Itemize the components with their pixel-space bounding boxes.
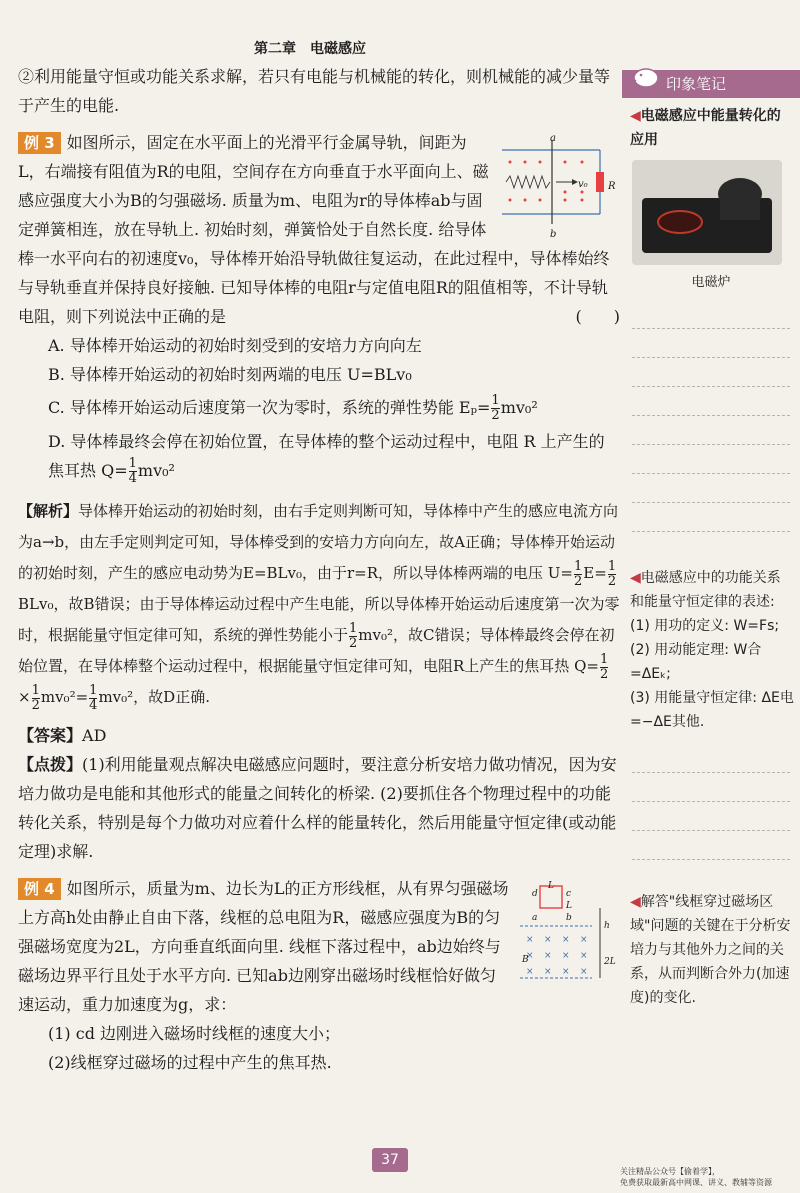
induction-cooker-photo (632, 160, 782, 265)
answer: 【答案】AD (18, 726, 107, 745)
answer-blank: ( ) (575, 307, 620, 326)
label-a: a (550, 133, 556, 144)
svg-text:×: × (562, 951, 570, 961)
example-3 (18, 128, 620, 866)
svg-text:×: × (580, 951, 588, 961)
example3-figure (500, 132, 620, 240)
main-content (18, 62, 620, 1077)
svg-text:×: × (526, 967, 534, 977)
option-c: C. 导体棒开始运动后速度第一次为零时，系统的弹性势能 Eₚ= $\frac{1}{2}$ mv₀² (48, 393, 538, 423)
label-L-side: L (566, 901, 572, 911)
rail-circuit-diagram (500, 132, 620, 232)
footer-note: 关注精品公众号【偷着学】， 免费获取最新高中网课、讲义、教辅等资源 (620, 1167, 772, 1187)
example3-stem: 如图所示，固定在水平面上的光滑平行金属导轨，间距为L，右端接有阻值为R的电阻，空间存在方向垂直于水平面向上、磁感应强度大小为B的匀强磁场. 质量为m、电阻为r的导体棒ab与固定弹簧相连，放在导轨上. 初始时刻，弹簧恰处于自然长度. 给导体棒一水平向右的初速度v₀，导体棒开始沿导轨做往复运动，在此过程中，导体棒始终与导轨垂直并保持良好接触. 已知导体棒的电阻r与定值电阻R的阻值相等，不计导轨电阻，则下列说法中正确的是 (18, 133, 610, 326)
option-d: D. 导体棒最终会停在初始位置，在导体棒的整个运动过程中，电阻 R 上产生的焦耳热 Q= $\frac{1}{4}$ mv₀² (48, 432, 605, 486)
label-v0: v₀ (578, 179, 588, 190)
example4-badge: 例 4 (18, 878, 61, 900)
label-d: d (532, 889, 538, 899)
example4-stem: 如图所示，质量为m、边长为L的正方形线框，从有界匀强磁场上方高h处由静止自由下落，线框的总电阻为R，磁感应强度为B的匀强磁场宽度为2L，方向垂直纸面向里. 线框下落过程中，ab边始终与磁场边界平行且处于水平方向. 已知ab边刚穿出磁场时线框恰好做匀速运动，重力加速度为g，求： (18, 879, 509, 1014)
label-R: R (608, 181, 616, 192)
note-frame-field: ◀解答"线框穿过磁场区域"问题的关键在于分析安培力与其他外力之间的关系，从而判断合外力(加速度)的变化. (630, 894, 791, 1006)
label-h: h (604, 921, 610, 931)
svg-text:×: × (544, 935, 552, 945)
note-energy-app: ◀电磁感应中能量转化的应用 (630, 108, 781, 148)
analysis-label: 【解析】 (18, 502, 79, 520)
intro-paragraph: ②利用能量守恒或功能关系求解，若只有电能与机械能的转化，则机械能的减少量等于产生的电能. (18, 67, 611, 115)
note-lines-2 (632, 744, 790, 874)
chapter-header: 第二章 电磁感应 (254, 41, 366, 57)
svg-text:×: × (526, 935, 534, 945)
example3-badge: 例 3 (18, 132, 61, 154)
svg-text:×: × (562, 935, 570, 945)
svg-text:×: × (544, 951, 552, 961)
fraction-quarter: $\frac{1}{4}$ (128, 456, 137, 486)
question-1: (1) cd 边刚进入磁场时线框的速度大小； (48, 1024, 341, 1043)
svg-text:×: × (526, 951, 534, 961)
label-b4: b (566, 913, 572, 923)
elephant-icon (630, 60, 662, 92)
label-L-top: L (548, 881, 554, 891)
page-number: 37 (372, 1148, 408, 1172)
label-b: b (550, 229, 557, 240)
sidebar-title: 印象笔记 (666, 75, 727, 93)
sidebar-notes (622, 70, 800, 1010)
svg-text:×: × (580, 935, 588, 945)
label-a4: a (532, 913, 538, 923)
label-B: B (522, 955, 529, 965)
svg-text:×: × (562, 967, 570, 977)
analysis: 【解析】导体棒开始运动的初始时刻，由右手定则判断可知，导体棒中产生的感应电流方向为a→b，由左手定则判定可知，导体棒受到的安培力方向向左，故A正确；导体棒开始运动的初始时刻，产生的感应电动势为E=BLv₀，由于r=R，所以导体棒两端的电压 U= $\frac{1}{2}$ E= $\frac{1}{2}$ BLv₀，故B错误；由于导体棒运动过程中产生电能，所以导体棒开始运动后速度第一次为零时，根据能量守恒定律可知，系统的弹性势能小于 $\frac{1}{2}$ mv₀²，故C错误；导体棒最终会停在初始位置，在导体棒整个运动过程中，根据能量守恒定律可知，电阻R上产生的焦耳热 Q= $\frac{1}{2}$ × $\frac{1}{2}$ mv₀²= $\frac{1}{4}$ mv₀²，故D正确. (18, 502, 620, 713)
sidebar-header (622, 70, 800, 98)
note-work-energy: ◀电磁感应中的功能关系和能量守恒定律的表述: (1) 用功的定义: W=Fs; (2) 用动能定理: W合=ΔEₖ; (3) 用能量守恒定律: ΔE电=−ΔE其他. (630, 570, 794, 730)
svg-text:×: × (544, 967, 552, 977)
note-lines (632, 300, 790, 550)
tip: 【点拨】(1)利用能量观点解决电磁感应问题时，要注意分析安培力做功情况，因为安培力做功是电能和其他形式的能量之间转化的桥梁. (2)要抓住各个物理过程中的功能转化关系，特别是每个力做功对应着什么样的能量转化，然后用能量守恒定律(或动能定理)求解. (18, 755, 617, 861)
option-a: A. 导体棒开始运动的初始时刻受到的安培力方向向左 (48, 336, 422, 355)
question-2: (2)线框穿过磁场的过程中产生的焦耳热. (48, 1053, 332, 1072)
example4-figure (520, 878, 620, 988)
svg-text:×: × (580, 967, 588, 977)
label-c: c (566, 889, 572, 899)
example-4 (18, 874, 620, 1077)
fraction-half: $\frac{1}{2}$ (491, 393, 500, 423)
label-2L: 2L (604, 957, 616, 967)
photo-caption: 电磁炉 (691, 275, 731, 290)
option-b: B. 导体棒开始运动的初始时刻两端的电压 U=BLv₀ (48, 365, 412, 384)
